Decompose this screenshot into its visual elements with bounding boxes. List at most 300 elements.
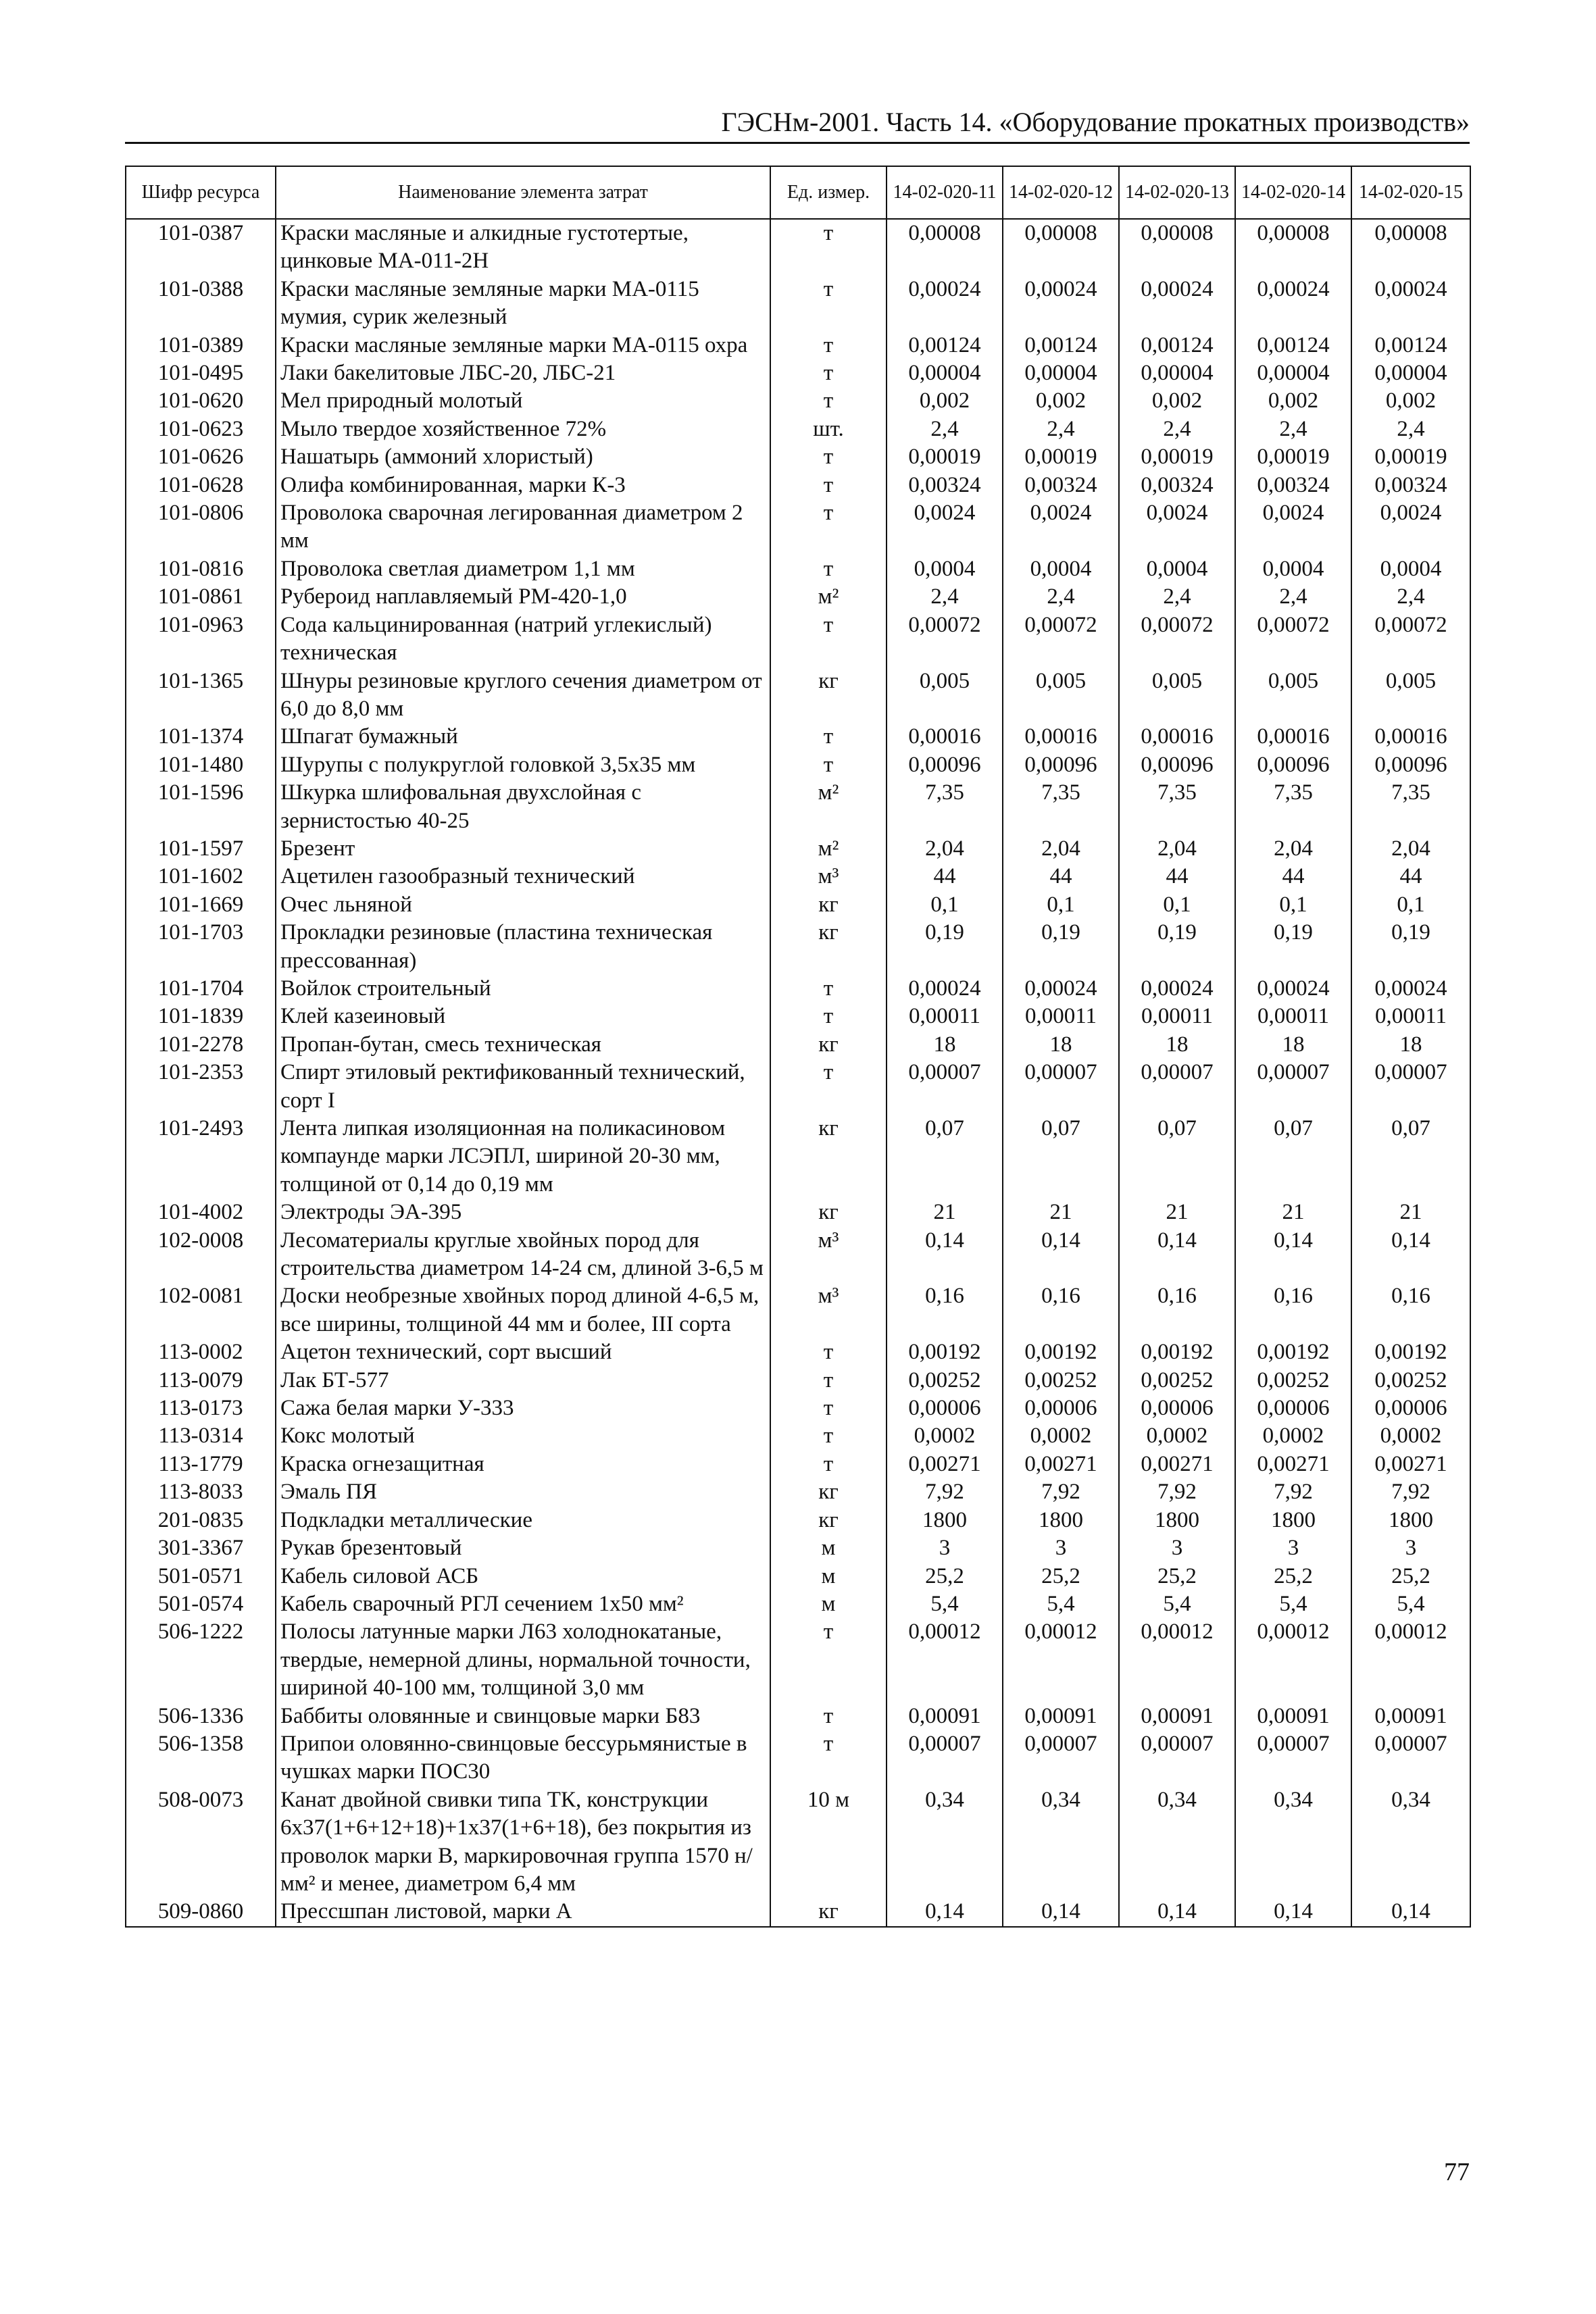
value-14-02-020-14: 7,35 <box>1235 779 1351 835</box>
unit-of-measure: т <box>770 443 887 471</box>
resource-name: Лента липкая изоляционная на поликасиновом компаунде марки ЛСЭПЛ, шириной 20-30 мм, толщиной от 0,14 до 0,19 мм <box>276 1115 770 1199</box>
value-14-02-020-13: 1800 <box>1119 1507 1235 1534</box>
table-row <box>126 668 1470 724</box>
value-14-02-020-14: 0,0024 <box>1235 499 1351 555</box>
resource-code: 101-1596 <box>126 779 276 835</box>
resource-name: Сажа белая марки У-333 <box>276 1394 770 1422</box>
resource-code: 101-0388 <box>126 276 276 332</box>
table-row <box>126 583 1470 611</box>
resource-name: Доски необрезные хвойных пород длиной 4-6,5 м, все ширины, толщиной 44 мм и более, III сорта <box>276 1282 770 1338</box>
value-14-02-020-11: 0,00192 <box>887 1338 1003 1366</box>
resource-name: Клей казеиновый <box>276 1003 770 1030</box>
resource-name: Ацетилен газообразный технический <box>276 863 770 890</box>
resource-name: Краска огнезащитная <box>276 1451 770 1478</box>
value-14-02-020-15: 0,00006 <box>1351 1394 1470 1422</box>
table-row <box>126 1563 1470 1590</box>
value-14-02-020-15: 0,00011 <box>1351 1003 1470 1030</box>
resource-code: 506-1222 <box>126 1618 276 1702</box>
resource-code: 113-1779 <box>126 1451 276 1478</box>
resource-code: 501-0574 <box>126 1590 276 1618</box>
value-14-02-020-12: 0,00007 <box>1003 1730 1119 1786</box>
unit-of-measure: т <box>770 1338 887 1366</box>
value-14-02-020-14: 0,00007 <box>1235 1059 1351 1115</box>
resource-name: Проволока сварочная легированная диаметром 2 мм <box>276 499 770 555</box>
resource-code: 101-1703 <box>126 919 276 975</box>
value-14-02-020-14: 3 <box>1235 1534 1351 1562</box>
value-14-02-020-11: 0,0002 <box>887 1422 1003 1450</box>
value-14-02-020-12: 0,14 <box>1003 1227 1119 1283</box>
resource-code: 101-1839 <box>126 1003 276 1030</box>
resource-code: 508-0073 <box>126 1786 276 1898</box>
resource-name: Мел природный молотый <box>276 387 770 415</box>
unit-of-measure: м³ <box>770 863 887 890</box>
value-14-02-020-12: 0,00024 <box>1003 276 1119 332</box>
resource-code: 113-0173 <box>126 1394 276 1422</box>
value-14-02-020-15: 0,00124 <box>1351 332 1470 359</box>
value-14-02-020-15: 1800 <box>1351 1507 1470 1534</box>
value-14-02-020-11: 0,00012 <box>887 1618 1003 1702</box>
value-14-02-020-12: 0,07 <box>1003 1115 1119 1199</box>
value-14-02-020-13: 7,92 <box>1119 1478 1235 1506</box>
table-row <box>126 919 1470 975</box>
table-row <box>126 751 1470 779</box>
value-14-02-020-12: 2,04 <box>1003 835 1119 863</box>
value-14-02-020-11: 5,4 <box>887 1590 1003 1618</box>
value-14-02-020-15: 0,00008 <box>1351 219 1470 276</box>
unit-of-measure: кг <box>770 1199 887 1226</box>
resource-code: 101-0626 <box>126 443 276 471</box>
value-14-02-020-11: 0,00019 <box>887 443 1003 471</box>
value-14-02-020-12: 0,00252 <box>1003 1367 1119 1394</box>
unit-of-measure: т <box>770 751 887 779</box>
value-14-02-020-13: 2,4 <box>1119 583 1235 611</box>
value-14-02-020-13: 0,0024 <box>1119 499 1235 555</box>
table-row <box>126 1534 1470 1562</box>
value-14-02-020-12: 0,00091 <box>1003 1703 1119 1730</box>
value-14-02-020-13: 25,2 <box>1119 1563 1235 1590</box>
resource-name: Лаки бакелитовые ЛБС-20, ЛБС-21 <box>276 359 770 387</box>
resource-name: Полосы латунные марки Л63 холоднокатаные, твердые, немерной длины, нормальной точности, шириной 40-100 мм, толщиной 3,0 мм <box>276 1618 770 1702</box>
value-14-02-020-13: 0,00007 <box>1119 1059 1235 1115</box>
table-row <box>126 1786 1470 1898</box>
value-14-02-020-11: 2,4 <box>887 416 1003 443</box>
resource-name: Краски масляные и алкидные густотертые, цинковые МА-011-2Н <box>276 219 770 276</box>
value-14-02-020-15: 0,00019 <box>1351 443 1470 471</box>
value-14-02-020-11: 0,16 <box>887 1282 1003 1338</box>
value-14-02-020-13: 0,16 <box>1119 1282 1235 1338</box>
table-row <box>126 219 1470 276</box>
unit-of-measure: кг <box>770 1115 887 1199</box>
value-14-02-020-11: 0,005 <box>887 668 1003 724</box>
value-14-02-020-13: 2,04 <box>1119 835 1235 863</box>
table-row <box>126 611 1470 668</box>
value-14-02-020-15: 0,14 <box>1351 1898 1470 1926</box>
unit-of-measure: м² <box>770 583 887 611</box>
unit-of-measure: т <box>770 472 887 499</box>
table-row <box>126 1003 1470 1030</box>
value-14-02-020-11: 0,002 <box>887 387 1003 415</box>
value-14-02-020-11: 0,14 <box>887 1227 1003 1283</box>
value-14-02-020-14: 0,00192 <box>1235 1338 1351 1366</box>
value-14-02-020-15: 0,0024 <box>1351 499 1470 555</box>
value-14-02-020-12: 44 <box>1003 863 1119 890</box>
value-14-02-020-13: 2,4 <box>1119 416 1235 443</box>
resource-code: 101-0963 <box>126 611 276 668</box>
resource-name: Канат двойной свивки типа ТК, конструкции 6х37(1+6+12+18)+1х37(1+6+18), без покрытия из проволок марки В, маркировочная группа 1570 н/мм² и менее, диаметром 6,4 мм <box>276 1786 770 1898</box>
resource-name: Нашатырь (аммоний хлористый) <box>276 443 770 471</box>
value-14-02-020-12: 0,00096 <box>1003 751 1119 779</box>
resource-code: 101-4002 <box>126 1199 276 1226</box>
table-row <box>126 1590 1470 1618</box>
value-14-02-020-15: 0,19 <box>1351 919 1470 975</box>
unit-of-measure: т <box>770 332 887 359</box>
value-14-02-020-15: 0,34 <box>1351 1786 1470 1898</box>
value-14-02-020-14: 0,00024 <box>1235 975 1351 1003</box>
value-14-02-020-15: 2,4 <box>1351 416 1470 443</box>
value-14-02-020-14: 0,00019 <box>1235 443 1351 471</box>
value-14-02-020-11: 21 <box>887 1199 1003 1226</box>
value-14-02-020-11: 0,0024 <box>887 499 1003 555</box>
value-14-02-020-13: 0,14 <box>1119 1898 1235 1926</box>
value-14-02-020-12: 7,35 <box>1003 779 1119 835</box>
value-14-02-020-14: 2,4 <box>1235 416 1351 443</box>
value-14-02-020-15: 0,00016 <box>1351 723 1470 751</box>
value-14-02-020-14: 5,4 <box>1235 1590 1351 1618</box>
value-14-02-020-14: 0,19 <box>1235 919 1351 975</box>
value-14-02-020-15: 2,04 <box>1351 835 1470 863</box>
value-14-02-020-12: 0,19 <box>1003 919 1119 975</box>
value-14-02-020-14: 18 <box>1235 1031 1351 1059</box>
value-14-02-020-11: 7,92 <box>887 1478 1003 1506</box>
value-14-02-020-13: 44 <box>1119 863 1235 890</box>
value-14-02-020-13: 0,14 <box>1119 1227 1235 1283</box>
table-row <box>126 1282 1470 1338</box>
resource-name: Спирт этиловый ректификованный технический, сорт I <box>276 1059 770 1115</box>
unit-of-measure: кг <box>770 1031 887 1059</box>
value-14-02-020-13: 0,00252 <box>1119 1367 1235 1394</box>
unit-of-measure: т <box>770 723 887 751</box>
resource-name: Шурупы с полукруглой головкой 3,5х35 мм <box>276 751 770 779</box>
value-14-02-020-11: 0,00124 <box>887 332 1003 359</box>
value-14-02-020-14: 0,00096 <box>1235 751 1351 779</box>
resource-name: Шпагат бумажный <box>276 723 770 751</box>
table-row <box>126 1618 1470 1702</box>
value-14-02-020-13: 0,00011 <box>1119 1003 1235 1030</box>
value-14-02-020-12: 0,00019 <box>1003 443 1119 471</box>
resource-name: Электроды ЭА-395 <box>276 1199 770 1226</box>
value-14-02-020-15: 18 <box>1351 1031 1470 1059</box>
value-14-02-020-12: 18 <box>1003 1031 1119 1059</box>
value-14-02-020-11: 0,00011 <box>887 1003 1003 1030</box>
value-14-02-020-12: 0,00008 <box>1003 219 1119 276</box>
value-14-02-020-14: 2,04 <box>1235 835 1351 863</box>
unit-of-measure: кг <box>770 668 887 724</box>
value-14-02-020-12: 0,34 <box>1003 1786 1119 1898</box>
value-14-02-020-14: 44 <box>1235 863 1351 890</box>
table-body <box>126 219 1470 1927</box>
value-14-02-020-11: 0,14 <box>887 1898 1003 1926</box>
value-14-02-020-15: 0,005 <box>1351 668 1470 724</box>
resource-code: 101-0861 <box>126 583 276 611</box>
value-14-02-020-13: 5,4 <box>1119 1590 1235 1618</box>
document-header: ГЭСНм-2001. Часть 14. «Оборудование прокатных производств» <box>721 107 1470 137</box>
value-14-02-020-15: 0,00252 <box>1351 1367 1470 1394</box>
table-row <box>126 835 1470 863</box>
value-14-02-020-15: 0,00024 <box>1351 975 1470 1003</box>
value-14-02-020-12: 0,14 <box>1003 1898 1119 1926</box>
value-14-02-020-13: 0,00008 <box>1119 219 1235 276</box>
value-14-02-020-14: 0,00008 <box>1235 219 1351 276</box>
value-14-02-020-12: 21 <box>1003 1199 1119 1226</box>
table-row <box>126 1730 1470 1786</box>
unit-of-measure: кг <box>770 1898 887 1926</box>
value-14-02-020-13: 0,00271 <box>1119 1451 1235 1478</box>
value-14-02-020-12: 1800 <box>1003 1507 1119 1534</box>
resource-code: 506-1358 <box>126 1730 276 1786</box>
value-14-02-020-11: 0,0004 <box>887 555 1003 583</box>
value-14-02-020-11: 2,04 <box>887 835 1003 863</box>
value-14-02-020-14: 1800 <box>1235 1507 1351 1534</box>
column-header-14-02-020-13: 14-02-020-13 <box>1119 166 1235 219</box>
value-14-02-020-11: 25,2 <box>887 1563 1003 1590</box>
table-row <box>126 1115 1470 1199</box>
resource-code: 101-2353 <box>126 1059 276 1115</box>
value-14-02-020-12: 0,00016 <box>1003 723 1119 751</box>
value-14-02-020-13: 0,00007 <box>1119 1730 1235 1786</box>
unit-of-measure: т <box>770 1003 887 1030</box>
table-row <box>126 1703 1470 1730</box>
resource-name: Кабель сварочный РГЛ сечением 1х50 мм² <box>276 1590 770 1618</box>
unit-of-measure: кг <box>770 891 887 919</box>
value-14-02-020-14: 0,00072 <box>1235 611 1351 668</box>
resource-name: Краски масляные земляные марки МА-0115 охра <box>276 332 770 359</box>
value-14-02-020-14: 0,00091 <box>1235 1703 1351 1730</box>
value-14-02-020-14: 0,002 <box>1235 387 1351 415</box>
table-row <box>126 472 1470 499</box>
table-row <box>126 499 1470 555</box>
resource-name: Рукав брезентовый <box>276 1534 770 1562</box>
value-14-02-020-11: 0,34 <box>887 1786 1003 1898</box>
value-14-02-020-12: 25,2 <box>1003 1563 1119 1590</box>
value-14-02-020-13: 0,0004 <box>1119 555 1235 583</box>
value-14-02-020-11: 0,00096 <box>887 751 1003 779</box>
value-14-02-020-11: 0,00024 <box>887 975 1003 1003</box>
column-header-unit: Ед. измер. <box>770 166 887 219</box>
value-14-02-020-15: 7,35 <box>1351 779 1470 835</box>
value-14-02-020-14: 0,1 <box>1235 891 1351 919</box>
resource-code: 102-0008 <box>126 1227 276 1283</box>
value-14-02-020-13: 18 <box>1119 1031 1235 1059</box>
value-14-02-020-15: 0,0004 <box>1351 555 1470 583</box>
table-row <box>126 1478 1470 1506</box>
value-14-02-020-12: 0,00007 <box>1003 1059 1119 1115</box>
resource-code: 501-0571 <box>126 1563 276 1590</box>
value-14-02-020-13: 0,00024 <box>1119 276 1235 332</box>
value-14-02-020-14: 21 <box>1235 1199 1351 1226</box>
resource-name: Эмаль ПЯ <box>276 1478 770 1506</box>
resource-name: Брезент <box>276 835 770 863</box>
resource-code: 201-0835 <box>126 1507 276 1534</box>
value-14-02-020-14: 0,0002 <box>1235 1422 1351 1450</box>
value-14-02-020-11: 0,1 <box>887 891 1003 919</box>
resource-name: Баббиты оловянные и свинцовые марки Б83 <box>276 1703 770 1730</box>
value-14-02-020-12: 2,4 <box>1003 583 1119 611</box>
value-14-02-020-11: 0,00004 <box>887 359 1003 387</box>
value-14-02-020-12: 3 <box>1003 1534 1119 1562</box>
unit-of-measure: м <box>770 1563 887 1590</box>
table-row <box>126 891 1470 919</box>
table-row <box>126 443 1470 471</box>
resource-name: Шкурка шлифовальная двухслойная с зернистостью 40-25 <box>276 779 770 835</box>
value-14-02-020-15: 0,00096 <box>1351 751 1470 779</box>
resource-code: 101-0806 <box>126 499 276 555</box>
resource-code: 301-3367 <box>126 1534 276 1562</box>
resource-name: Шнуры резиновые круглого сечения диаметром от 6,0 до 8,0 мм <box>276 668 770 724</box>
resource-name: Кокс молотый <box>276 1422 770 1450</box>
value-14-02-020-14: 0,00006 <box>1235 1394 1351 1422</box>
resource-name: Очес льняной <box>276 891 770 919</box>
table-row <box>126 276 1470 332</box>
value-14-02-020-13: 0,00006 <box>1119 1394 1235 1422</box>
value-14-02-020-15: 0,16 <box>1351 1282 1470 1338</box>
value-14-02-020-15: 3 <box>1351 1534 1470 1562</box>
resource-code: 101-0389 <box>126 332 276 359</box>
value-14-02-020-14: 0,00007 <box>1235 1730 1351 1786</box>
value-14-02-020-14: 0,00124 <box>1235 332 1351 359</box>
table-row <box>126 1199 1470 1226</box>
table-row <box>126 1507 1470 1534</box>
value-14-02-020-15: 0,00007 <box>1351 1730 1470 1786</box>
value-14-02-020-15: 0,14 <box>1351 1227 1470 1283</box>
resource-code: 113-8033 <box>126 1478 276 1506</box>
resource-name: Лесоматериалы круглые хвойных пород для строительства диаметром 14-24 см, длиной 3-6,5 м <box>276 1227 770 1283</box>
value-14-02-020-11: 2,4 <box>887 583 1003 611</box>
value-14-02-020-14: 0,00271 <box>1235 1451 1351 1478</box>
value-14-02-020-11: 0,00006 <box>887 1394 1003 1422</box>
value-14-02-020-13: 0,005 <box>1119 668 1235 724</box>
value-14-02-020-13: 3 <box>1119 1534 1235 1562</box>
unit-of-measure: т <box>770 1059 887 1115</box>
value-14-02-020-15: 0,00091 <box>1351 1703 1470 1730</box>
value-14-02-020-11: 3 <box>887 1534 1003 1562</box>
value-14-02-020-15: 0,00271 <box>1351 1451 1470 1478</box>
unit-of-measure: м <box>770 1590 887 1618</box>
resource-name: Сода кальцинированная (натрий углекислый) техническая <box>276 611 770 668</box>
value-14-02-020-12: 0,00192 <box>1003 1338 1119 1366</box>
table-row <box>126 975 1470 1003</box>
value-14-02-020-15: 5,4 <box>1351 1590 1470 1618</box>
value-14-02-020-15: 0,002 <box>1351 387 1470 415</box>
unit-of-measure: т <box>770 1422 887 1450</box>
value-14-02-020-15: 21 <box>1351 1199 1470 1226</box>
value-14-02-020-11: 0,00252 <box>887 1367 1003 1394</box>
unit-of-measure: т <box>770 1367 887 1394</box>
value-14-02-020-12: 0,00024 <box>1003 975 1119 1003</box>
table-row <box>126 1059 1470 1115</box>
resource-code: 113-0314 <box>126 1422 276 1450</box>
table-row <box>126 723 1470 751</box>
resource-code: 101-0495 <box>126 359 276 387</box>
value-14-02-020-14: 0,14 <box>1235 1227 1351 1283</box>
column-header-14-02-020-14: 14-02-020-14 <box>1235 166 1351 219</box>
unit-of-measure: 10 м <box>770 1786 887 1898</box>
resource-code: 509-0860 <box>126 1898 276 1926</box>
value-14-02-020-12: 0,00012 <box>1003 1618 1119 1702</box>
unit-of-measure: м² <box>770 835 887 863</box>
value-14-02-020-11: 18 <box>887 1031 1003 1059</box>
value-14-02-020-15: 25,2 <box>1351 1563 1470 1590</box>
unit-of-measure: м³ <box>770 1282 887 1338</box>
table-row <box>126 359 1470 387</box>
value-14-02-020-14: 0,00004 <box>1235 359 1351 387</box>
value-14-02-020-14: 0,00252 <box>1235 1367 1351 1394</box>
value-14-02-020-13: 0,00004 <box>1119 359 1235 387</box>
value-14-02-020-11: 0,00271 <box>887 1451 1003 1478</box>
value-14-02-020-12: 0,0004 <box>1003 555 1119 583</box>
value-14-02-020-11: 0,19 <box>887 919 1003 975</box>
value-14-02-020-12: 0,002 <box>1003 387 1119 415</box>
table-row <box>126 1898 1470 1926</box>
resource-code: 101-0816 <box>126 555 276 583</box>
resource-code: 101-1365 <box>126 668 276 724</box>
value-14-02-020-14: 0,00024 <box>1235 276 1351 332</box>
value-14-02-020-12: 0,1 <box>1003 891 1119 919</box>
unit-of-measure: кг <box>770 1507 887 1534</box>
value-14-02-020-11: 0,07 <box>887 1115 1003 1199</box>
unit-of-measure: т <box>770 387 887 415</box>
resource-name: Пропан-бутан, смесь техническая <box>276 1031 770 1059</box>
resource-code: 101-2278 <box>126 1031 276 1059</box>
value-14-02-020-14: 0,0004 <box>1235 555 1351 583</box>
value-14-02-020-12: 0,16 <box>1003 1282 1119 1338</box>
resource-code: 101-1704 <box>126 975 276 1003</box>
unit-of-measure: т <box>770 276 887 332</box>
unit-of-measure: кг <box>770 1478 887 1506</box>
table-row <box>126 1394 1470 1422</box>
table-row <box>126 1451 1470 1478</box>
value-14-02-020-13: 0,0002 <box>1119 1422 1235 1450</box>
value-14-02-020-12: 0,00271 <box>1003 1451 1119 1478</box>
resource-code: 506-1336 <box>126 1703 276 1730</box>
unit-of-measure: т <box>770 1703 887 1730</box>
value-14-02-020-12: 0,005 <box>1003 668 1119 724</box>
value-14-02-020-11: 0,00324 <box>887 472 1003 499</box>
unit-of-measure: кг <box>770 919 887 975</box>
value-14-02-020-12: 0,0002 <box>1003 1422 1119 1450</box>
value-14-02-020-13: 0,00091 <box>1119 1703 1235 1730</box>
value-14-02-020-14: 0,00324 <box>1235 472 1351 499</box>
table-row <box>126 387 1470 415</box>
value-14-02-020-13: 0,00016 <box>1119 723 1235 751</box>
value-14-02-020-13: 0,00324 <box>1119 472 1235 499</box>
value-14-02-020-13: 0,00024 <box>1119 975 1235 1003</box>
resource-name: Проволока светлая диаметром 1,1 мм <box>276 555 770 583</box>
value-14-02-020-15: 0,00007 <box>1351 1059 1470 1115</box>
value-14-02-020-14: 0,005 <box>1235 668 1351 724</box>
resource-name: Прокладки резиновые (пластина техническая прессованная) <box>276 919 770 975</box>
resource-name: Краски масляные земляные марки МА-0115 мумия, сурик железный <box>276 276 770 332</box>
resource-name: Припои оловянно-свинцовые бессурьмянистые в чушках марки ПОС30 <box>276 1730 770 1786</box>
table-row <box>126 1367 1470 1394</box>
value-14-02-020-15: 0,1 <box>1351 891 1470 919</box>
resource-name: Войлок строительный <box>276 975 770 1003</box>
value-14-02-020-15: 0,0002 <box>1351 1422 1470 1450</box>
value-14-02-020-15: 7,92 <box>1351 1478 1470 1506</box>
table-row <box>126 1422 1470 1450</box>
resource-name: Подкладки металлические <box>276 1507 770 1534</box>
value-14-02-020-11: 0,00008 <box>887 219 1003 276</box>
value-14-02-020-15: 0,00192 <box>1351 1338 1470 1366</box>
